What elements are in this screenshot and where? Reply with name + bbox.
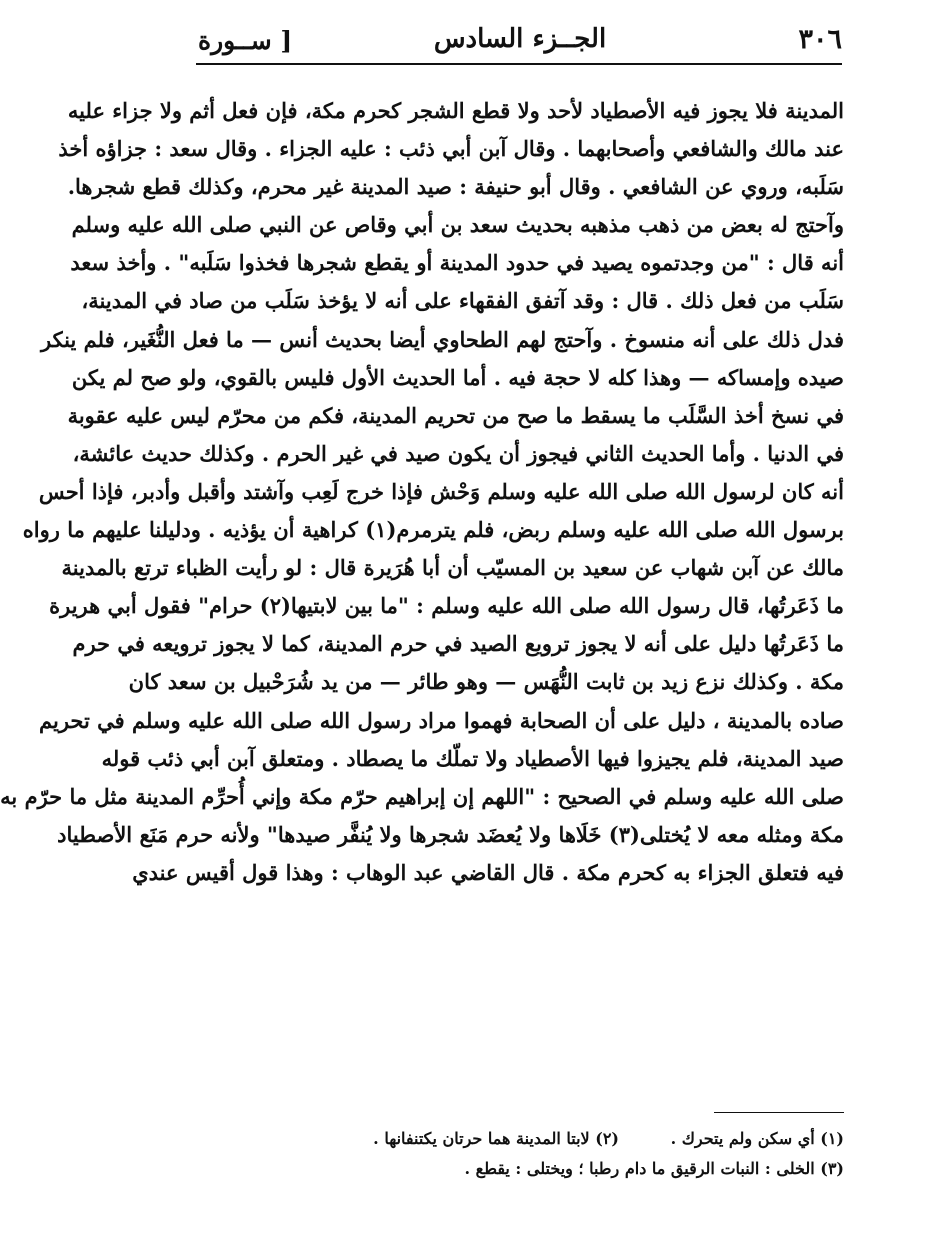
body-line: أنه قال : "من وجدتموه يصيد في حدود المدينة أو يقطع شجرها فخذوا سَلَبه" . وأخذ سعد xyxy=(70,250,844,276)
body-line: فدل ذلك على أنه منسوخ . وآحتج لهم الطحاوي أيضا بحديث أنس — ما فعل النُّغَير، فلم ينكر xyxy=(41,326,844,352)
footnotes xyxy=(204,1124,844,1184)
page-header xyxy=(198,18,842,62)
body-line: صيده وإمساكه — وهذا كله لا حجة فيه . أما الحديث الأول فليس بالقوي، ولو صح لم يكن xyxy=(71,364,844,390)
body-line: مكة ومثله معه لا يُختلى(٣) خَلَاها ولا يُعضَد شجرها ولا يُنفَّر صيدها" ولأنه حرم مَنَع الأصطياد xyxy=(57,821,844,847)
body-line: مكة . وكذلك نزع زيد بن ثابت النُّهَس — وهو طائر — من يد شُرَحْبيل بن سعد كان xyxy=(128,669,844,695)
footnote-3: (٣) الخلى : النبات الرقيق ما دام رطبا ؛ ويختلى : يقطع . xyxy=(464,1159,844,1178)
body-line: سَلَب من فعل ذلك . قال : وقد آتفق الفقهاء على أنه لا يؤخذ سَلَب من صاد في المدينة، xyxy=(81,288,844,314)
body-line: في نسخ أخذ السَّلَب ما يسقط ما صح من تحريم المدينة، فكم من محرّم ليس عليه عقوبة xyxy=(67,402,844,428)
header-rule xyxy=(196,63,842,65)
body-line: فيه فتعلق الجزاء به كحرم مكة . قال القاضي عبد الوهاب : وهذا قول أقيس عندي xyxy=(132,859,844,885)
surah-label: [ ســورة xyxy=(198,26,293,55)
body-line: مالك عن آبن شهاب عن سعيد بن المسيّب أن أبا هُرَيرة قال : لو رأيت الظباء ترتع بالمدينة xyxy=(61,555,844,581)
body-line: سَلَبه، وروي عن الشافعي . وقال أبو حنيفة : صيد المدينة غير محرم، وكذلك قطع شجرها. xyxy=(67,174,844,200)
page-number: ٣٠٦ xyxy=(798,24,842,55)
body-line: في الدنيا . وأما الحديث الثاني فيجوز أن يكون صيد في غير الحرم . وكذلك حديث عائشة، xyxy=(72,440,844,466)
body-line: ما ذَعَرتُها، قال رسول الله صلى الله عليه وسلم : "ما بين لابتيها(٢) حرام" فقول أبي هريرة xyxy=(49,593,844,619)
footnote-rule xyxy=(714,1112,844,1113)
body-line: وآحتج له بعض من ذهب مذهبه بحديث سعد بن أبي وقاص عن النبي صلى الله عليه وسلم xyxy=(71,212,844,238)
body-line: أنه كان لرسول الله صلى الله عليه وسلم وَحْش فإذا خرج لَعِب وآشتد وأقبل وأدبر، فإذا أحس xyxy=(38,478,844,504)
body-text xyxy=(0,92,844,892)
body-line: برسول الله صلى الله عليه وسلم ربض، فلم يترمرم(١) كراهية أن يؤذيه . ودليلنا عليهم ما رواه xyxy=(22,517,844,543)
footnote-2: (٢) لابتا المدينة هما حرتان يكتنفانها . xyxy=(373,1129,619,1148)
body-line: صلى الله عليه وسلم في الصحيح : "اللهم إن إبراهيم حرّم مكة وإني أُحرِّم المدينة مثل ما حرّم به xyxy=(0,783,844,809)
footnote-line xyxy=(204,1124,844,1154)
body-line: المدينة فلا يجوز فيه الأصطياد لأحد ولا قطع الشجر كحرم مكة، فإن فعل أثم ولا جزاء عليه xyxy=(67,98,844,123)
body-line: ما ذَعَرتُها دليل على أنه لا يجوز ترويع الصيد في حرم المدينة، كما لا يجوز ترويعه في حرم xyxy=(72,631,844,657)
body-line: صاده بالمدينة ، دليل على أن الصحابة فهموا مراد رسول الله صلى الله عليه وسلم في تحريم xyxy=(39,707,844,733)
body-line: صيد المدينة، فلم يجيزوا فيها الأصطياد ولا تملّك ما يصطاد . ومتعلق آبن أبي ذئب قوله xyxy=(101,745,844,771)
body-line: عند مالك والشافعي وأصحابهما . وقال آبن أبي ذئب : عليه الجزاء . وقال سعد : جزاؤه أخذ xyxy=(58,136,844,162)
running-title: الجــزء السادس xyxy=(433,24,607,54)
footnote-1: (١) أي سكن ولم يتحرك . xyxy=(670,1129,844,1148)
footnote-line xyxy=(204,1154,844,1184)
